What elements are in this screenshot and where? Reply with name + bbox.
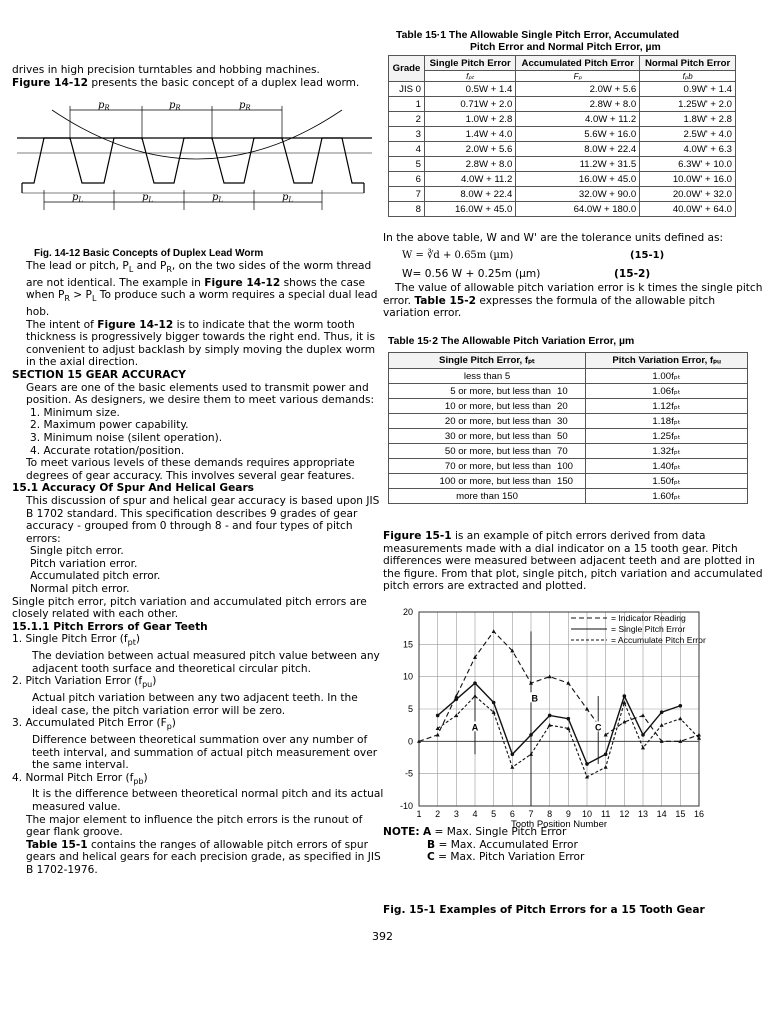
col-header: Pitch Variation Error, fₚᵤ <box>586 353 748 369</box>
col-header: Accumulated Pitch Error <box>516 56 640 71</box>
x-tick-label: 8 <box>547 809 553 819</box>
x-tick-label: 4 <box>472 809 478 819</box>
legend-label: = Accumulate Pitch Error <box>611 635 706 645</box>
item-2-text: Actual pitch variation between any two adjacent teeth. In the ideal case, the pitch variation error will be zero. <box>32 692 358 717</box>
fig14-caption: Fig. 14-12 Basic Concepts of Duplex Lead Worm <box>34 248 264 259</box>
duplex-worm-figure <box>12 98 382 248</box>
table-15-1 <box>388 55 736 217</box>
item-3-title: 3. Accumulated Pitch Error $(F_p)$ <box>12 717 176 732</box>
col-header: Single Pitch Error <box>425 56 516 71</box>
data-point <box>454 713 458 717</box>
para-gears: Gears are one of the basic elements used to transmit power and position. As designers, we desire them to meet various demands: <box>26 381 375 407</box>
x-tick-label: 11 <box>600 809 611 819</box>
y-tick-label: 10 <box>402 671 413 682</box>
annotation-label: C <box>594 722 602 733</box>
data-point <box>623 694 627 698</box>
annotation-label: A <box>471 722 479 733</box>
x-tick-label: 12 <box>619 809 630 819</box>
intro-text-2: presents the basic concept of a duplex lead worm. <box>87 76 360 89</box>
para-intent: The intent of Figure 14-12 is to indicate that the worm tooth thickness is progressively bigger towards the right end. Thus, it is convenient to adjust backlash by simply moving the duplex worm in the axial direction. <box>26 318 376 369</box>
data-point <box>660 710 664 714</box>
x-axis-label: Tooth Position Number <box>510 819 608 828</box>
data-point <box>492 629 496 633</box>
x-tick-label: 2 <box>435 809 441 819</box>
data-point <box>585 762 589 766</box>
series-line-1 <box>419 631 699 741</box>
section-15-heading: SECTION 15 GEAR ACCURACY <box>12 368 186 381</box>
demands-list <box>12 407 384 457</box>
data-point <box>604 752 608 756</box>
data-point <box>510 765 514 769</box>
data-point <box>679 704 683 708</box>
left-body <box>12 260 384 877</box>
label-pl-3: $p_L$ <box>212 192 224 204</box>
item-4-text: It is the difference between theoretical normal pitch and its actual measured value. <box>32 788 384 813</box>
label-pl-4: $p_L$ <box>282 192 294 204</box>
intro-paragraph <box>12 64 380 89</box>
data-point <box>436 733 440 737</box>
equation-15-1: W = ∛d + 0.65m (µm) (15-1) <box>402 250 665 261</box>
section-15-1-heading: 15.1 Accuracy Of Spur And Helical Gears <box>12 482 254 495</box>
y-tick-label: 0 <box>407 736 413 747</box>
table-row: more than 150 1.60fₚₜ <box>389 489 748 504</box>
para-lead: The lead or pitch, $P_L$ and $P_R$, on the two sides of the worm thread are not identical. The example in Figure 14-12 shows the case when $P_R > P_L$ To produce such a worm requires a special dual lead hob. <box>26 260 378 318</box>
label-pr-3: $p_R$ <box>239 100 251 112</box>
data-point <box>454 694 458 698</box>
figure-15-1-paragraph: Figure 15-1 is an example of pitch errors derived from data measurements made with a dial indicator on a 15 tooth gear. Pitch differences were measured between adjacent teeth and are plotted in the figure. From that plot, single pitch, pitch variation and accumulated pitch errors are extracted and plotted. <box>383 530 763 593</box>
item-4-title: 4. Normal Pitch Error $(f_{pb})$ <box>12 771 148 786</box>
table-row: 50 or more, but less than 70 1.32fₚₜ <box>389 444 748 459</box>
table-15-2 <box>388 352 748 504</box>
y-tick-label: 20 <box>402 607 413 617</box>
errors-list <box>12 545 384 595</box>
table-row: JIS 0 0.5W + 1.4 2.0W + 5.6 0.9W' + 1.4 <box>389 82 736 97</box>
item-3-text: Difference between theoretical summation over any number of teeth interval, and summation of actual pitch measurement over the same interval. <box>32 733 378 772</box>
table-row: 70 or more, but less than 100 1.40fₚₜ <box>389 459 748 474</box>
table-15-1-caption: Table 15·1 The Allowable Single Pitch Error, Accumulated Pitch Error and Normal Pitch Error, µm <box>396 30 680 53</box>
table-row: 20 or more, but less than 30 1.18fₚₜ <box>389 414 748 429</box>
table-row: 4 2.0W + 5.6 8.0W + 22.4 4.0W' + 6.3 <box>389 142 736 157</box>
figure-ref: Figure 14-12 <box>12 76 88 89</box>
data-point <box>567 717 571 721</box>
table-15-2-caption: Table 15·2 The Allowable Pitch Variation Error, µm <box>388 336 635 347</box>
label-pl-1: $p_L$ <box>72 192 84 204</box>
para-related: Single pitch error, pitch variation and accumulated pitch errors are closely related with each other. <box>12 595 367 621</box>
demand-item: 1. Minimum size. <box>30 406 120 419</box>
y-tick-label: 15 <box>402 639 413 650</box>
tolerance-text: In the above table, W and W' are the tolerance units defined as: <box>383 232 724 244</box>
para-levels: To meet various levels of these demands requires appropriate degrees of gear accuracy. This involves several gear features. <box>26 457 355 482</box>
table-row: 5 or more, but less than 10 1.06fₚₜ <box>389 384 748 399</box>
demand-item: 4. Accurate rotation/position. <box>30 444 185 457</box>
data-point <box>660 723 664 727</box>
col-header: Single Pitch Error, fₚₜ <box>389 353 586 369</box>
y-tick-label: -5 <box>404 768 413 779</box>
x-tick-label: 14 <box>656 809 667 819</box>
error-item: Accumulated pitch error. <box>30 570 161 583</box>
page-number: 392 <box>372 930 393 943</box>
col-header: Grade <box>389 56 425 82</box>
pitch-error-chart <box>383 604 713 828</box>
x-tick-label: 6 <box>509 809 515 819</box>
data-point <box>604 765 608 769</box>
table-row: 100 or more, but less than 150 1.50fₚₜ <box>389 474 748 489</box>
table-row: 5 2.8W + 8.0 11.2W + 31.5 6.3W' + 10.0 <box>389 157 736 172</box>
y-tick-label: -10 <box>399 801 413 811</box>
data-point <box>641 733 645 737</box>
x-tick-label: 15 <box>675 809 686 819</box>
x-tick-label: 9 <box>565 809 571 819</box>
legend-label: = Indicator Reading <box>611 613 686 623</box>
table-row: 3 1.4W + 4.0 5.6W + 16.0 2.5W' + 4.0 <box>389 127 736 142</box>
label-pl-2: $p_L$ <box>142 192 154 204</box>
table-header-row <box>389 353 748 369</box>
table-row: 10 or more, but less than 20 1.12fₚₜ <box>389 399 748 414</box>
x-tick-label: 13 <box>637 809 649 819</box>
x-tick-label: 3 <box>453 809 459 819</box>
data-point <box>641 713 645 717</box>
table-header-row <box>389 56 736 71</box>
para-runout: The major element to influence the pitch errors is the runout of gear flank groove. <box>26 813 363 839</box>
col-header: Normal Pitch Error <box>640 56 736 71</box>
variation-paragraph: The value of allowable pitch variation error is k times the single pitch error. Table 15-2 expresses the formula of the allowable pitch variation error. <box>383 282 763 320</box>
chart-notes: NOTE: A = Max. Single Pitch Error B = Max. Accumulated Error C = Max. Pitch Variation Error <box>383 826 585 864</box>
y-tick-label: 5 <box>407 704 413 714</box>
table-row: 7 8.0W + 22.4 32.0W + 90.0 20.0W' + 32.0 <box>389 187 736 202</box>
annotation-label: B <box>531 693 538 704</box>
data-point <box>455 698 459 702</box>
section-15-1-1-heading: 15.1.1 Pitch Errors of Gear Teeth <box>12 620 208 633</box>
data-point <box>585 707 589 711</box>
x-tick-label: 10 <box>581 809 593 819</box>
data-point <box>511 752 515 756</box>
x-tick-label: 1 <box>416 809 422 819</box>
para-jis: This discussion of spur and helical gear accuracy is based upon JIS B 1702 standard. This specification describes 9 grades of gear accuracy - grouped from 0 through 8 - and four types of pitch errors: <box>26 494 380 545</box>
error-item: Pitch variation error. <box>30 557 138 570</box>
error-item: Single pitch error. <box>30 545 124 558</box>
intro-text: drives in high precision turntables and hobbing machines. <box>12 64 320 76</box>
table-row: less than 5 1.00fₚₜ <box>389 369 748 384</box>
item-2-title: 2. Pitch Variation Error $(f_{pu})$ <box>12 675 157 690</box>
figure-15-1-caption: Fig. 15-1 Examples of Pitch Errors for a 15 Tooth Gear <box>383 904 705 916</box>
label-pr-1: $p_R$ <box>98 100 110 112</box>
data-point <box>678 717 682 721</box>
item-1-text: The deviation between actual measured pitch value between any adjacent tooth surface and theoretical circular pitch. <box>32 650 380 675</box>
x-tick-label: 5 <box>491 809 497 819</box>
legend-label: = Single Pitch Error <box>611 624 686 634</box>
x-tick-label: 7 <box>528 809 534 819</box>
para-table-ref: Table 15-1 contains the ranges of allowable pitch errors of spur gears and helical gears for each precision grade, as specified in JIS B 1702-1976. <box>26 838 381 876</box>
x-tick-label: 16 <box>693 809 705 819</box>
item-1-title: 1. Single Pitch Error $(f_{pt})$ <box>12 633 140 648</box>
table-row: 2 1.0W + 2.8 4.0W + 11.2 1.8W' + 2.8 <box>389 112 736 127</box>
table-row: 6 4.0W + 11.2 16.0W + 45.0 10.0W' + 16.0 <box>389 172 736 187</box>
table-subheader-row: fₚₜ Fₚ fₚb <box>389 71 736 82</box>
data-point <box>436 714 440 718</box>
demand-item: 3. Minimum noise (silent operation). <box>30 431 223 444</box>
equation-15-2: W= 0.56 W + 0.25m (µm) (15-2) <box>402 268 651 280</box>
table-row: 1 0.71W + 2.0 2.8W + 8.0 1.25W' + 2.0 <box>389 97 736 112</box>
table-row: 30 or more, but less than 50 1.25fₚₜ <box>389 429 748 444</box>
data-point <box>548 714 552 718</box>
demand-item: 2. Maximum power capability. <box>30 419 189 432</box>
table-row: 8 16.0W + 45.0 64.0W + 180.0 40.0W' + 64.0 <box>389 202 736 217</box>
error-item: Normal pitch error. <box>30 583 130 596</box>
label-pr-2: $p_R$ <box>169 100 181 112</box>
data-point <box>492 701 496 705</box>
